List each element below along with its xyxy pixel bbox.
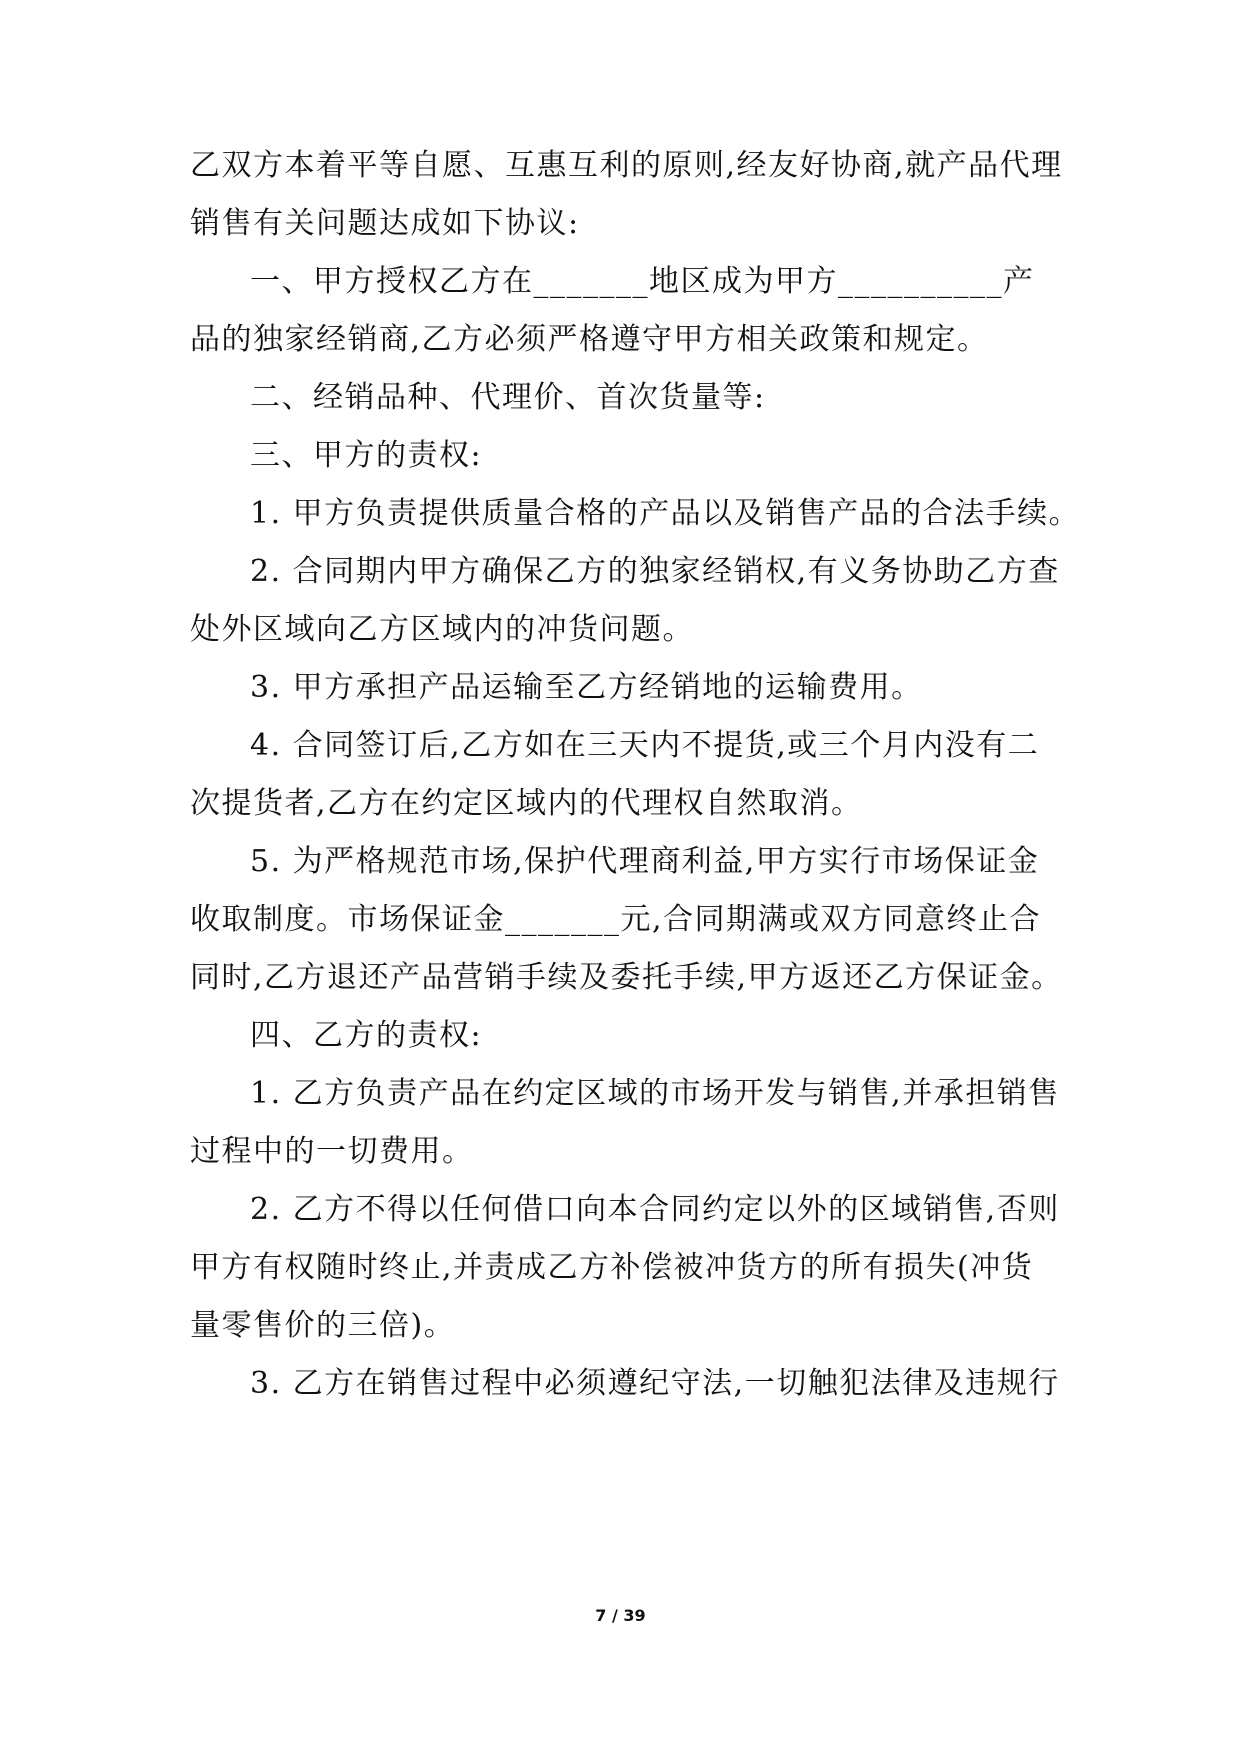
section-heading-party-a: 三、甲方的责权: [250,438,483,473]
body-line: 乙双方本着平等自愿、互惠互利的原则,经友好协商,就产品代理 [190,148,1063,183]
body-line: 次提货者,乙方在约定区域内的代理权自然取消。 [190,786,863,821]
list-item: 1. 甲方负责提供质量合格的产品以及销售产品的合法手续。 [250,496,1081,531]
body-line: 销售有关问题达成如下协议: [190,206,580,241]
clause-two: 二、经销品种、代理价、首次货量等: [250,380,766,415]
clause-one: 一、甲方授权乙方在_______地区成为甲方__________产 [250,264,1035,299]
list-item: 3. 甲方承担产品运输至乙方经销地的运输费用。 [250,670,923,705]
list-item: 2. 合同期内甲方确保乙方的独家经销权,有义务协助乙方查 [250,554,1060,589]
body-line: 同时,乙方退还产品营销手续及委托手续,甲方返还乙方保证金。 [190,960,1063,995]
list-item: 3. 乙方在销售过程中必须遵纪守法,一切触犯法律及违规行 [250,1366,1060,1401]
body-line: 甲方有权随时终止,并责成乙方补偿被冲货方的所有损失(冲货 [190,1250,1034,1285]
body-line: 处外区域向乙方区域内的冲货问题。 [190,612,694,647]
body-line: 量零售价的三倍)。 [190,1308,456,1343]
body-line: 收取制度。市场保证金_______元,合同期满或双方同意终止合 [190,902,1042,937]
section-heading-party-b: 四、乙方的责权: [250,1018,483,1053]
list-item: 4. 合同签订后,乙方如在三天内不提货,或三个月内没有二 [250,728,1040,763]
body-line: 品的独家经销商,乙方必须严格遵守甲方相关政策和规定。 [190,322,989,357]
page-number: 7 / 39 [595,1606,646,1625]
list-item: 1. 乙方负责产品在约定区域的市场开发与销售,并承担销售 [250,1076,1060,1111]
list-item: 5. 为严格规范市场,保护代理商利益,甲方实行市场保证金 [250,844,1040,879]
body-line: 过程中的一切费用。 [190,1134,474,1169]
list-item: 2. 乙方不得以任何借口向本合同约定以外的区域销售,否则 [250,1192,1060,1227]
